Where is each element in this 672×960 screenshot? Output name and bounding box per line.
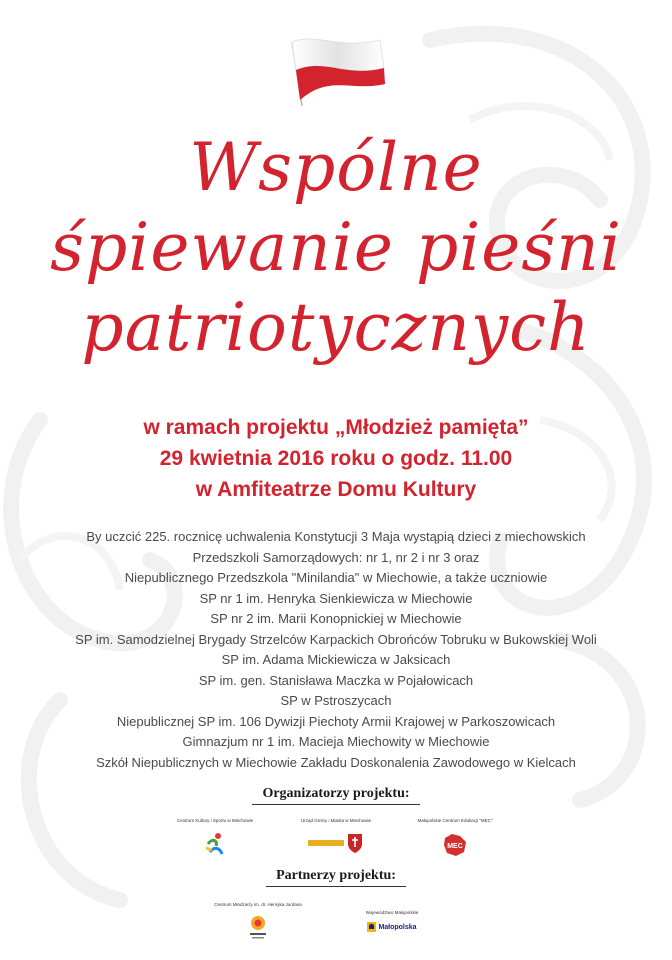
organizer-mec: Małopolskie Centrum Edukacji "MEC" MEC — [400, 818, 510, 859]
project-name: w ramach projektu „Młodzież pamięta” — [143, 416, 529, 439]
body-line: SP w Pstroszycach — [280, 693, 392, 708]
body-line: SP nr 1 im. Henryka Sienkiewicza w Miechowie — [199, 590, 473, 606]
body-line: Niepublicznej SP im. 106 Dywizji Piechoty Armii Krajowej w Parkoszowicach — [116, 713, 556, 729]
title-line-3: patriotycznych — [81, 289, 591, 366]
event-venue: w Amfiteatrze Domu Kultury — [195, 478, 477, 501]
coat-of-arms-icon — [308, 832, 364, 854]
polish-flag-icon — [286, 34, 386, 108]
body-line: Gimnazjum nr 1 im. Macieja Miechowity w Miechowie — [182, 734, 490, 749]
body-line: SP im. Adama Mickiewicza w Jaksicach — [221, 652, 451, 667]
partner-centrum-mlodziezy: Centrum Młodzieży im. dr. Henryka Jordana — [200, 902, 316, 943]
body-line: SP nr 2 im. Marii Konopnickiej w Miechowie — [210, 611, 462, 626]
body-line: Niepublicznego Przedszkola "Minilandia" w Miechowie, a także uczniowie — [124, 570, 548, 585]
organizer-ugim: Urząd Gminy i Miasta w Miechowie — [280, 818, 392, 855]
event-date-time: 29 kwietnia 2016 roku o godz. 11.00 — [159, 447, 513, 470]
partners-heading: Partnerzy projektu: — [0, 868, 672, 887]
body-line: SP im. gen. Stanisława Maczka w Pojałowicach — [198, 672, 474, 688]
event-details — [0, 412, 672, 505]
body-line: Przedszkoli Samorządowych: nr 1, nr 2 i nr 3 oraz — [192, 549, 480, 565]
body-line: SP im. Samodzielnej Brygady Strzelców Karpackich Obrońców Tobruku w Bukowskiej Woli — [75, 631, 597, 647]
malopolska-wordmark: Małopolska — [378, 923, 417, 931]
malopolska-logo-icon — [367, 922, 376, 932]
partner-malopolska: Województwo Małopolskie Małopolska — [365, 910, 419, 931]
organizers-heading: Organizatorzy projektu: — [0, 786, 672, 805]
poster-title — [0, 128, 672, 368]
flag-red-band — [296, 66, 385, 100]
mec-logo-text: MEC — [447, 843, 463, 850]
body-line: Szkół Niepublicznych w Miechowie Zakładu Doskonalenia Zawodowego w Kielcach — [96, 754, 576, 770]
title-line-2: śpiewanie pieśni — [50, 209, 622, 286]
body-line: By uczcić 225. rocznicę uchwalenia Konstytucji 3 Maja wystąpią dzieci z miechowskich — [86, 529, 586, 544]
mec-logo-icon — [442, 832, 468, 858]
participants-list — [0, 527, 672, 773]
organizer-ckis: Centrum Kultury i Sportu w Miechowie — [160, 818, 270, 857]
title-line-1: Wspólne — [189, 129, 483, 206]
centrum-mlodziezy-logo-icon — [246, 914, 270, 942]
ckis-logo-icon — [204, 832, 226, 856]
